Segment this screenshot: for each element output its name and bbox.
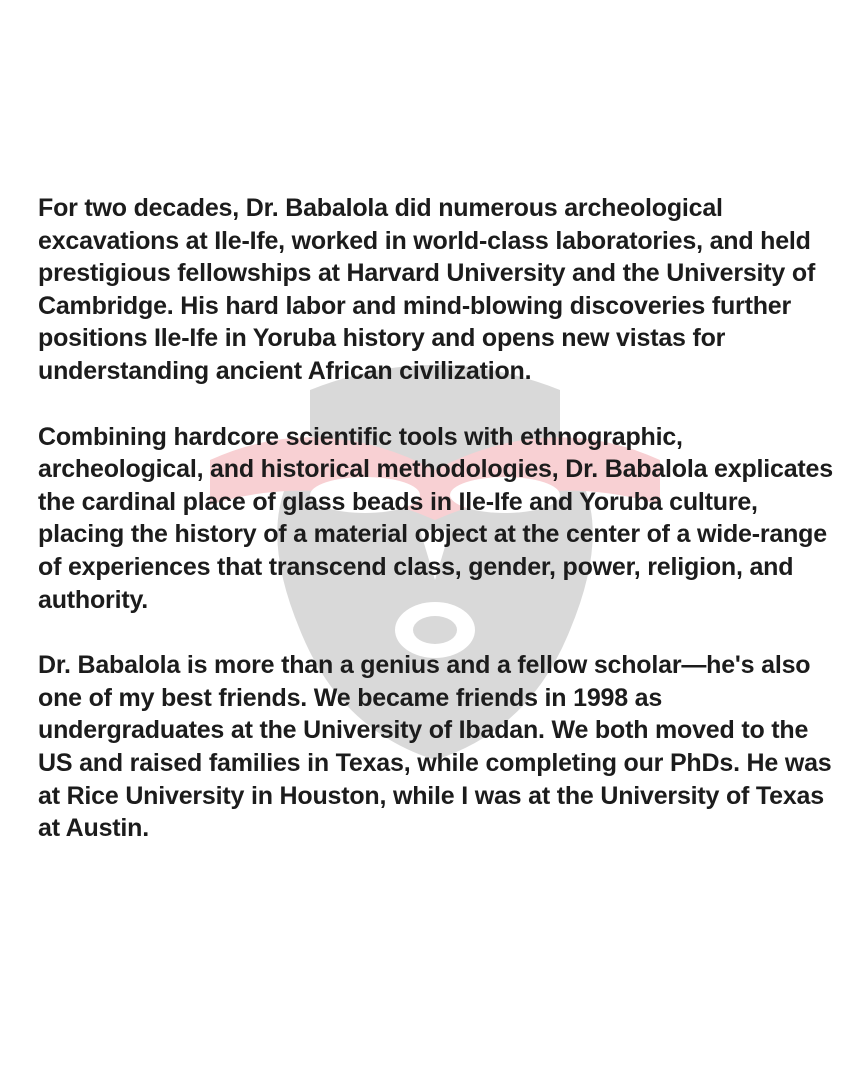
- paragraph-excavations: For two decades, Dr. Babalola did numerous archeological excavations at Ile-Ife, worked in world-class laboratories, and held prestigious fellowships at Harvard University and the University of Cambridge. His hard labor and mind-blowing discoveries further positions Ile-Ife in Yoruba history and opens new vistas for understanding ancient African civilization.: [38, 194, 816, 385]
- article-body: [38, 192, 848, 878]
- paragraph-methodologies: Combining hardcore scientific tools with ethnographic, archeological, and historical methodologies, Dr. Babalola explicates the cardinal place of glass beads in Ile-Ife and Yoruba culture, placing the history of a material object at the center of a wide-range of experiences that transcend class, gender, power, religion, and authority.: [38, 422, 833, 614]
- paragraph-friendship: Dr. Babalola is more than a genius and a fellow scholar—he's also one of my best friends. We became friends in 1998 as undergraduates at the University of Ibadan. We both moved to the US and raised families in Texas, while completing our PhDs. He was at Rice University in Houston, while I was at the University of Texas at Austin.: [38, 651, 832, 843]
